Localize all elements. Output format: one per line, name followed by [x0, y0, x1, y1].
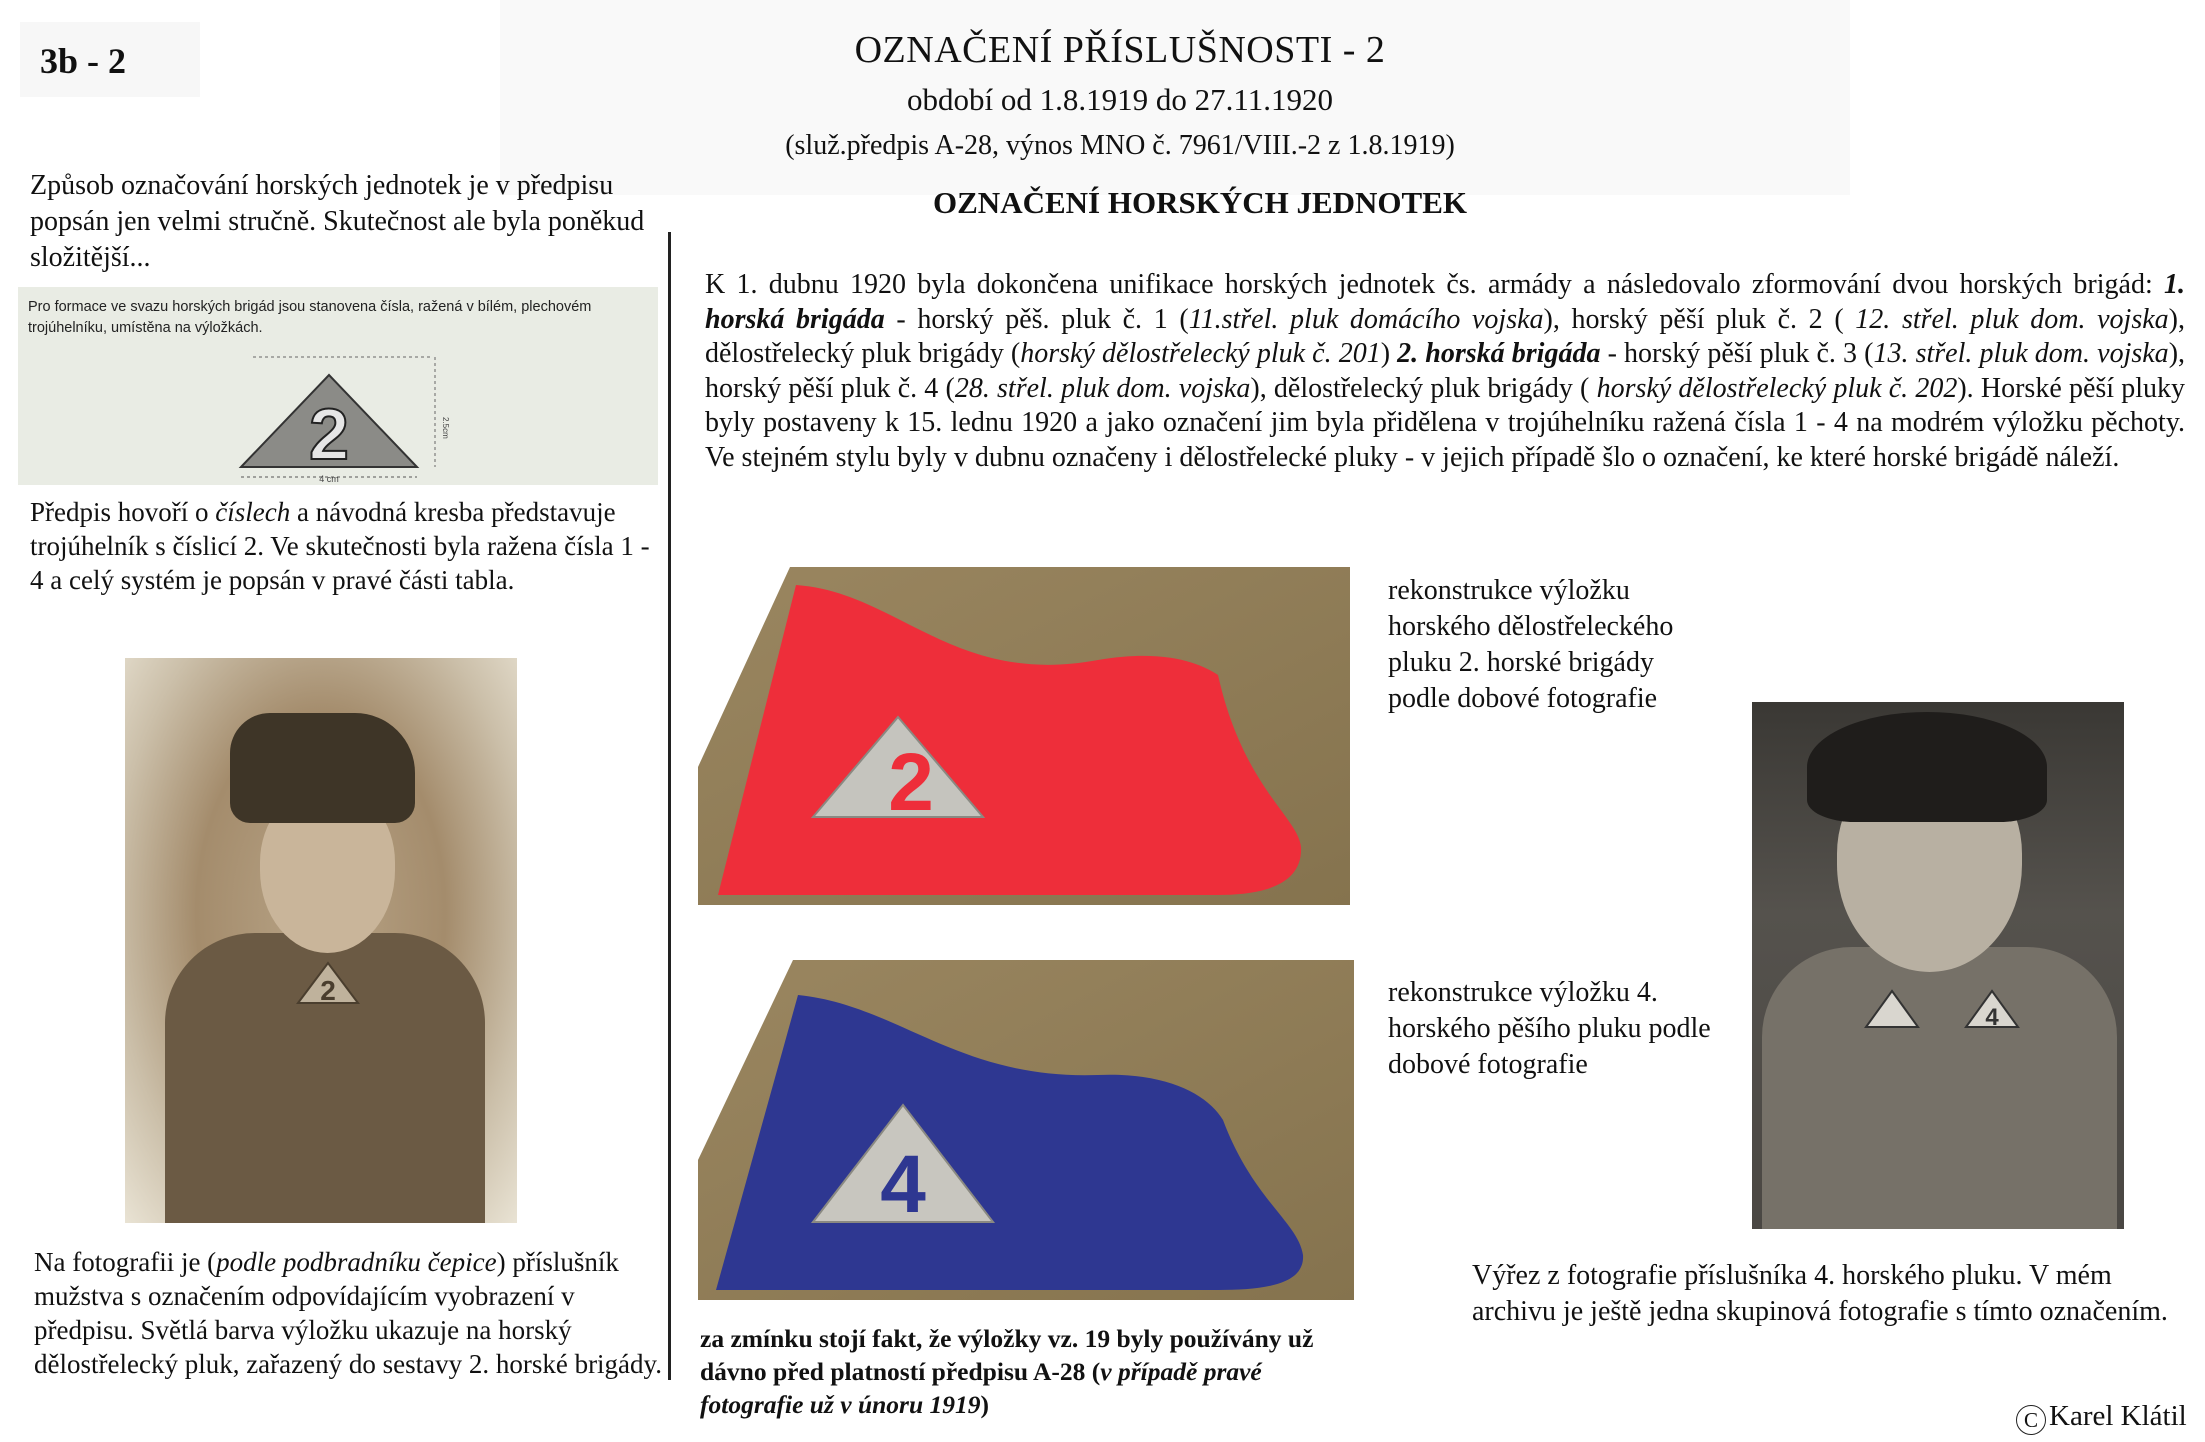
regulation-caption-em: číslech	[215, 497, 291, 527]
regulation-caption-b: a návodná kresba představuje trojúhelník s číslicí 2. Ve skutečnosti byla ražena čísla 1 - 4 a celý systém je popsán v pravé části tabla.	[30, 497, 650, 595]
historical-photo-soldier-portrait	[1752, 702, 2124, 1229]
page-tag	[20, 22, 200, 97]
photo2-caption: Výřez z fotografie příslušníka 4. horského pluku. V mém archivu je ještě jedna skupinová fotografie s tímto označením.	[1472, 1260, 2168, 1327]
regulation-text: Pro formace ve svazu horských brigád jsou stanovena čísla, ražená v bílém, plechovém trojúhelníku, umístěna na výložkách.	[28, 299, 592, 336]
photo1-badge-digit: 2	[320, 975, 336, 1006]
para-seg: ), dělostřelecký pluk brigády (	[1250, 372, 1597, 404]
patches-note-em: v případě pravé fotografie už v únoru 1919	[700, 1357, 1262, 1419]
para-brigade-1: 1. horská brigáda	[705, 269, 2185, 335]
para-seg: - horský pěš. pluk č. 1 (	[884, 303, 1189, 335]
para-seg: ). Horské pěší pluky byly postaveny k 15. lednu 1920 a jako označení jim byla přidělena v trojúhelníku ražená čísla 1 - 4 na modrém výložku pěchoty. Ve stejném stylu byly v dubnu označeny i dělostřelecké pluky - v jejich případě šlo o označení, ke které horské brigádě náleží.	[705, 372, 2186, 473]
para-em: 11.střel. pluk domácího vojska	[1188, 303, 1544, 335]
regulation-caption	[30, 495, 660, 597]
photo1-cap	[230, 713, 415, 823]
blue-collar-patch-image	[698, 960, 1354, 1300]
para-seg: ), horský pěší pluk č. 4 (	[705, 338, 2186, 404]
para-em: 13. střel. pluk dom. vojska	[1873, 338, 2169, 369]
main-paragraph	[705, 268, 2185, 475]
photo1-caption-b: ) příslušník mužstva s označením odpovídajícím vyobrazení v předpisu. Světlá barva výložku ukazuje na horský dělostřelecký pluk, zařazený do sestavy 2. horské brigády.	[34, 1247, 663, 1379]
photo2-collar-badge	[1962, 987, 2022, 1032]
photo2-badge-digit: 4	[1985, 1004, 1999, 1031]
photo1-caption-a: Na fotografii je (	[34, 1247, 217, 1277]
photo1-caption	[34, 1245, 664, 1381]
regulation-triangle-drawing	[213, 347, 473, 482]
regulation-caption-a: Předpis hovoří o	[30, 497, 216, 527]
copyright	[2016, 1400, 2187, 1435]
section-title: OZNAČENÍ HORSKÝCH JEDNOTEK	[933, 185, 1467, 220]
page-period: období od 1.8.1919 do 27.11.1920	[907, 82, 1333, 117]
page-source: (služ.předpis A-28, výnos MNO č. 7961/VIII.-2 z 1.8.1919)	[785, 130, 1455, 161]
patches-note	[700, 1322, 1360, 1421]
para-em: horský dělostřelecký pluk č. 202	[1596, 372, 1958, 404]
photo2-hair	[1807, 712, 2047, 822]
blue-patch-caption: rekonstrukce výložku 4. horského pěšího pluku podle dobové fotografie	[1388, 977, 1711, 1080]
para-seg: ), horský pěší pluk č. 2 (	[1543, 303, 1856, 335]
para-brigade-2: 2. horská brigáda	[1397, 338, 1601, 369]
copyright-icon: C	[2016, 1405, 2046, 1435]
patches-note-a: za zmínku stojí fakt, že výložky vz. 19 byly používány už dávno před platností předpisu A-28 (	[700, 1324, 1314, 1386]
para-seg: )	[1380, 338, 1398, 369]
regulation-dim-side: 2.5cm	[441, 417, 450, 439]
copyright-author: Karel Klátil	[2049, 1400, 2187, 1432]
red-patch-digit: 2	[888, 737, 934, 828]
para-seg: ), dělostřelecký pluk brigády (	[705, 303, 2185, 369]
regulation-excerpt	[18, 287, 658, 485]
regulation-dim-bottom: 4 cm	[319, 474, 339, 482]
historical-photo-soldier-cap	[125, 658, 517, 1223]
regulation-digit: 2	[308, 395, 350, 475]
para-em: horský dělostřelecký pluk č. 201	[1020, 338, 1381, 369]
left-intro-text: Způsob označování horských jednotek je v předpisu popsán jen velmi stručně. Skutečnost ale byla poněkud složitější...	[30, 170, 645, 273]
photo2-uniform	[1762, 947, 2117, 1229]
para-seg: K 1. dubnu 1920 byla dokončena unifikace horských jednotek čs. armády a následovalo zformování dvou horských brigád:	[705, 269, 2164, 300]
blue-patch-digit: 4	[880, 1139, 926, 1230]
red-patch-caption: rekonstrukce výložku horského dělostřeleckého pluku 2. horské brigády podle dobové fotografie	[1388, 575, 1674, 714]
para-em: 28. střel. pluk dom. vojska	[954, 372, 1251, 404]
page-title: OZNAČENÍ PŘÍSLUŠNOSTI - 2	[854, 29, 1386, 71]
photo2-collar-badge-left	[1862, 987, 1922, 1032]
column-divider	[668, 232, 671, 1380]
red-collar-patch-image	[698, 567, 1350, 905]
photo1-collar-badge	[293, 958, 363, 1008]
patches-note-b: )	[980, 1390, 990, 1419]
page-tag-label: 3b - 2	[40, 41, 127, 81]
para-em: 12. střel. pluk dom. vojska	[1855, 303, 2169, 335]
para-seg: - horský pěší pluk č. 3 (	[1600, 338, 1874, 369]
photo1-caption-em: podle podbradníku čepice	[216, 1247, 497, 1277]
